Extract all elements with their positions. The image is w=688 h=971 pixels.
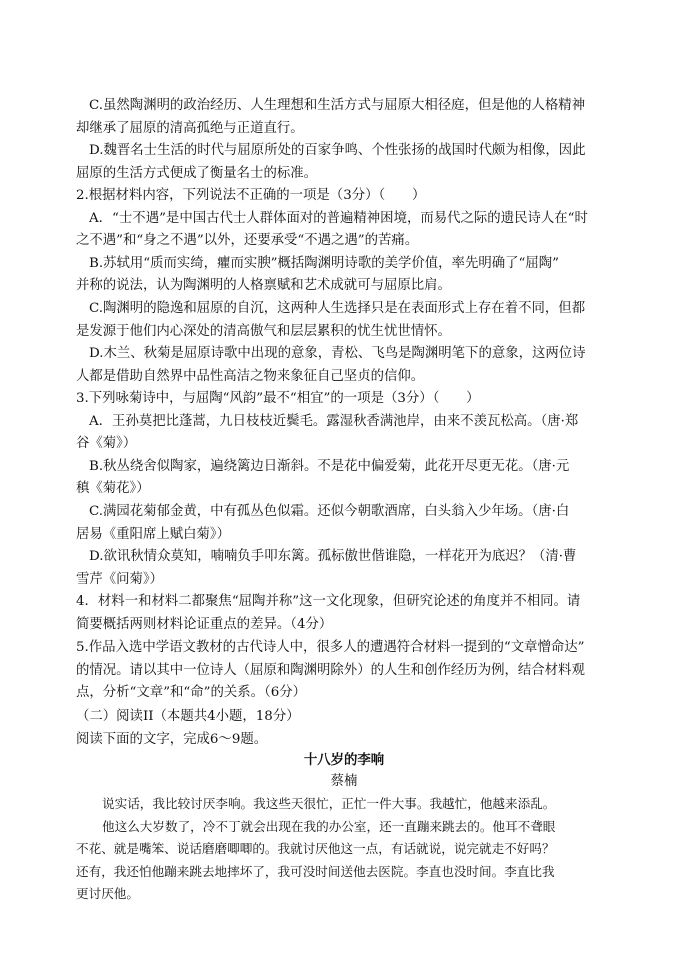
q4-line2: 简要概括两则材料论证重点的差异。（4分）: [76, 616, 333, 632]
question-5: [76, 637, 622, 705]
q5-line1: 5.作品入选中学语文教材的古代诗人中，很多人的遭遇符合材料一提到的“文章憎命达”: [76, 640, 585, 655]
story-line-5: 更讨厌他。: [76, 886, 139, 902]
q2-option-c-line1: C.陶渊明的隐逸和屈原的自沉，这两种人生选择只是在表面形式上存在着不同，但都: [89, 300, 586, 316]
story-author: 蔡楠: [330, 774, 358, 789]
q3-option-a-line2: 谷《菊》）: [76, 436, 137, 452]
q3-stem: 3.下列咏菊诗中，与屈陶“风韵”最不“相宜”的一项是（3分）（ ）: [76, 391, 480, 406]
story-body: [76, 793, 622, 906]
q1-option-d-line1: D.魏晋名士生活的时代与屈原所处的百家争鸣、个性张扬的战国时代颇为相像，因此: [89, 143, 586, 159]
story-line-3: 不花、就是嘴笨、说话磨磨唧唧的。我就讨厌他这一点，有话就说，说完就走不好吗？: [76, 841, 555, 857]
story-line-2: 他这么大岁数了，冷不丁就会出现在我的办公室，还一直蹦来跳去的。他耳不聋眼: [102, 818, 556, 834]
q1-option-d-line2: 屈原的生活方式便成了衡量名士的标准。: [76, 165, 318, 181]
q2-option-d-line2: 人都是借助自然界中品性高洁之物来象征自己坚贞的信仰。: [76, 368, 425, 384]
q3-option-c-line2: 居易《重阳席上赋白菊》）: [76, 526, 230, 542]
q2-option-b-line2: 并称的说法，认为陶渊明的人格禀赋和艺术成就可与屈原比肩。: [76, 278, 451, 294]
story-title: 十八岁的李响: [303, 753, 385, 768]
q3-option-d-line1: D.欲讯秋情众莫知，喃喃负手叩东篱。孤标傲世偕谁隐，一样花开为底迟？（清·曹: [89, 549, 577, 565]
q2-option-d-line1: D.木兰、秋菊是屈原诗歌中出现的意象，青松、飞鸟是陶渊明笔下的意象，这两位诗: [89, 346, 586, 362]
q1-options: [76, 95, 622, 185]
q2-stem: 2.根据材料内容，下列说法不正确的一项是（3分）（ ）: [76, 188, 426, 203]
q2-option-b-line1: B.苏轼用“质而实绮，癯而实腴”概括陶渊明诗歌的美学价值，率先明确了“屈陶”: [89, 255, 559, 271]
q2-option-a-line1: A．“士不遇”是中国古代士人群体面对的普遍精神困境，而易代之际的遗民诗人在“时: [89, 210, 588, 226]
q3-option-c-line1: C.满园花菊郁金黄，中有孤丛色似霜。还似今朝歌酒席，白头翁入少年场。（唐·白: [89, 503, 570, 519]
q3-option-b-line1: B.秋丛绕舍似陶家，遍绕篱边日渐斜。不是花中偏爱菊，此花开尽更无花。（唐·元: [89, 458, 570, 474]
q1-option-c-line1: C.虽然陶渊明的政治经历、人生理想和生活方式与屈原大相径庭，但是他的人格精神: [89, 98, 586, 113]
q4-line1: 4．材料一和材料二都聚焦“屈陶并称”这一文化现象，但研究论述的角度并不相同。请: [76, 594, 581, 609]
q3-option-d-line2: 雪芹《问菊》）: [76, 571, 164, 587]
q1-option-c-line2: 却继承了屈原的清高孤绝与正道直行。: [76, 120, 304, 136]
question-3: [76, 388, 622, 591]
q3-option-a-line1: A．王孙莫把比蓬蒿，九日枝枝近鬓毛。露湿秋香满池岸，由来不羡瓦松高。（唐·郑: [89, 413, 579, 429]
q2-option-a-line2: 之不遇”和“身之不遇”以外，还要承受“不遇之遇”的苦痛。: [76, 233, 419, 249]
section-2-heading: （二）阅读II（本题共4小题，18分）: [76, 709, 300, 724]
story-line-4: 还有，我还怕他蹦来跳去地摔坏了，我可没时间送他去医院。李直也没时间。李直比我: [76, 863, 555, 879]
question-4: [76, 591, 622, 636]
section-2-instruction: 阅读下面的文字，完成6～9题。: [76, 731, 268, 747]
q3-option-b-line2: 稹《菊花》）: [76, 481, 150, 497]
section-2: [76, 706, 622, 751]
q5-line2: 的情况。请以其中一位诗人（屈原和陶渊明除外）的人生和创作经历为例，结合材料观: [76, 662, 585, 678]
story-line-1: 说实话，我比较讨厌李响。我这些天很忙，正忙一件大事。我越忙，他越来添乱。: [102, 796, 556, 811]
question-2: [76, 185, 622, 388]
q5-line3: 点，分析“文章”和“命”的关系。（6分）: [76, 685, 307, 701]
q2-option-c-line2: 是发源于他们内心深处的清高傲气和层层累积的忧生忧世情怀。: [76, 323, 451, 339]
